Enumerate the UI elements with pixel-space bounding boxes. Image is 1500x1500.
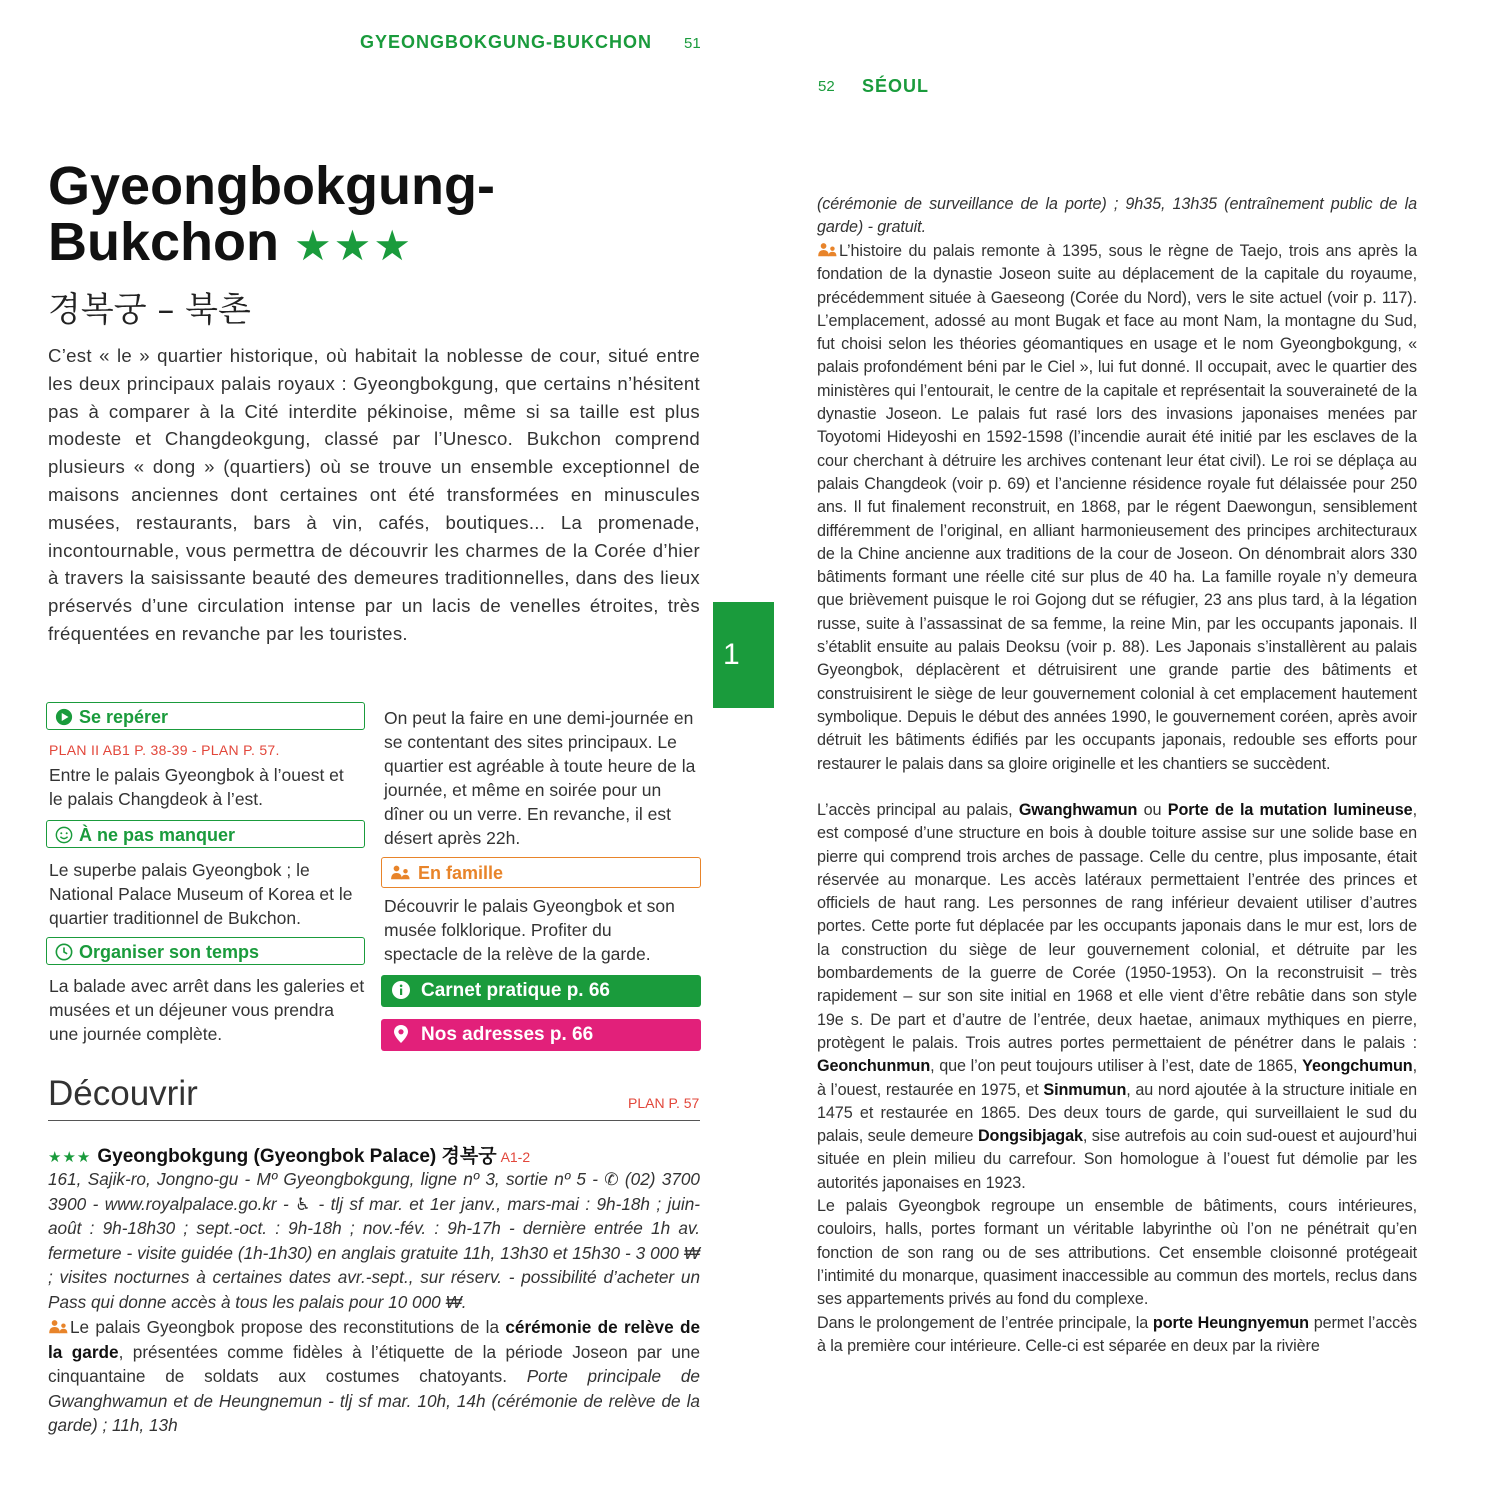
p2-d: Porte de la mutation lumineuse	[1167, 801, 1413, 819]
clock-icon	[55, 943, 73, 961]
plan-reference: PLAN II AB1 P. 38-39 - PLAN P. 57.	[49, 742, 280, 758]
family-text-schedule: Porte principale de Gwanghwamun et de Heungnemun - tlj sf mar. 10h, 14h (cérémonie de relève de la garde) ; 11h, 13h	[48, 1366, 700, 1436]
carnet-pratique-link[interactable]	[381, 975, 701, 1007]
family-text-c: , présentées comme fidèles à l’étiquette de la période Joseon par une cinquantaine de soldats aux costumes chatoyants.	[48, 1341, 701, 1387]
p2-b: Gwanghwamun	[1018, 801, 1138, 819]
family-icon	[48, 1319, 70, 1335]
entry-stars-icon: ★★★	[48, 1149, 92, 1166]
box-heading-temps: Organiser son temps	[79, 942, 260, 962]
right-paragraph-3: Le palais Gyeongbok regroupe un ensemble de bâtiments, cours intérieures, couloirs, halls, portes formant un véritable labyrinthe où l’on ne pénétrait qu’en fonction de son rang ou de ses attributions. Cet ensemble cloisonné protégeait l’intimité du monarque, quasiment inaccessible au commun des mortels, reclus dans ses appartements privés au fond du complexe.	[817, 1197, 1417, 1309]
chapter-number: 1	[723, 638, 740, 671]
title-line-1: Gyeongbokgung-	[48, 156, 495, 216]
title-line-2: Bukchon	[48, 212, 280, 272]
right-paragraph-2	[817, 799, 1417, 1195]
entry-map-ref: A1-2	[500, 1149, 531, 1165]
box-en-famille	[381, 857, 701, 888]
p2-a: L’accès principal au palais,	[817, 801, 1013, 819]
p2-i: , à l’ouest, restaurée en 1975, et	[817, 1057, 1417, 1099]
entry-family-paragraph	[48, 1315, 700, 1438]
location-pin-icon	[391, 1024, 411, 1044]
nos-adresses-label: Nos adresses p. 66	[421, 1024, 594, 1045]
family-icon	[390, 864, 412, 882]
box-organiser-son-temps	[46, 937, 365, 965]
box-text-temps: La balade avec arrêt dans les galeries et musées et un déjeuner vous prendra une journée complète.	[49, 976, 365, 1044]
right-paragraph-1	[817, 240, 1417, 776]
title-line-2-wrap	[48, 214, 708, 274]
page-number-left: 51	[684, 35, 701, 52]
right-p1-text: L’histoire du palais remonte à 1395, sous le règne de Taejo, trois ans après la fondation de la dynastie Joseon suite au déplacement de la capitale du royaume, précédemment située à Gaeseong (Corée du Nord), vers le site actuel (voir p. 117). L’emplacement, adossé au mont Bugak et face au mont Nam, la montagne du Sud, fut choisi selon les théories géomantiques en usage et le nom Gyeongbokgung, « palais profondément béni par le Ciel », lui fut donné. Il occupait, avec le quartier des ministères qui l’entourait, le centre de la capitale et représentait la souveraineté de la dynastie Joseon. Le palais fut rasé lors des invasions japonaises menées par Toyotomi Hideyoshi en 1592-1598 (l’incendie aurait été initié par les esclaves de la cour cherchant à détruire les archives contenant leur état civil). Le roi se déplaça au palais Changdeok (voir p. 69) et l’ancienne résidence royale fut délaissée pour 250 ans. Il fut finalement reconstruit, en 1868, par le régent Daewongun, sensiblement différemment de l’original, en alliant harmonieusement des principes architecturaux de la Chine ancienne aux traditions de la cour de Joseon. On dénombrait alors 330 bâtiments formant une réelle cité sur plus de 40 ha. La famille royale n’y demeura que brièvement puisque le roi Gojong dut se réfugier, 23 ans plus tard, à la légation russe, suite à l’assassinat de sa femme, la reine Min, par les occupants japonais. Il s’établit ensuite au palais Deoksu (voir p. 88). Les Japonais s’installèrent au palais Gyeongbok, déplacèrent et détruisirent une grande partie des bâtiments et construisirent le siège de leur gouvernement colonial à cet emplacement hautement symbolique. Depuis le début des années 1990, le gouvernement coréen, après avoir détruit les bâtiments édifiés par les occupants japonais, redouble ses efforts pour restaurer le palais dans sa gloire originelle et les chantiers se succèdent.	[817, 242, 1417, 773]
box-heading-manquer: À ne pas manquer	[79, 825, 236, 845]
box-a-ne-pas-manquer	[46, 820, 365, 848]
right-paragraph-0: (cérémonie de surveillance de la porte) ; 9h35, 13h35 (entraînement public de la garde) - gratuit.	[817, 195, 1417, 237]
box-se-reperer	[46, 702, 365, 730]
title-stars-icon: ★★★	[294, 222, 413, 269]
carnet-pratique-label: Carnet pratique p. 66	[421, 980, 610, 1001]
running-title-left: GYEONGBOKGUNG-BUKCHON	[360, 32, 653, 52]
section-heading: Découvrir	[48, 1074, 198, 1113]
nos-adresses-link[interactable]	[381, 1019, 701, 1051]
smiley-icon	[55, 826, 73, 844]
right-paragraph-4	[817, 1312, 1417, 1359]
p2-m: , sise autrefois au coin sud-ouest et aujourd’hui située en plein milieu du carrefour. Son homologue à l’ouest fut démolie par les autorités japonaises en 1923.	[817, 1127, 1417, 1192]
p2-j: Sinmumun	[1043, 1080, 1127, 1099]
entry-title	[48, 1141, 530, 1168]
p2-h: Yeongchumun	[1302, 1057, 1413, 1076]
p4-c: permet l’accès à la première cour intérieure. Celle-ci est séparée en deux par la rivière	[817, 1314, 1417, 1356]
entry-name: Gyeongbokgung (Gyeongbok Palace) 경복궁	[97, 1146, 497, 1167]
family-text-a: Le palais Gyeongbok propose des reconstitutions de la	[70, 1317, 500, 1337]
entry-practical-info: 161, Sajik-ro, Jongno-gu - Mº Gyeongbokgung, ligne nº 3, sortie nº 5 - ✆ (02) 3700 3900 - www.royalpalace.go.kr - ♿ - tlj sf mar. et 1er janv., mars-mai : 9h-18h ; juin-août : 9h-18h30 ; sept.-oct. : 9h-18h ; nov.-fév. : 9h-17h - dernière entrée 1h av. fermeture - visite guidée (1h-1h30) en anglais gratuite 11h, 13h30 et 15h30 - 3 000 ₩ ; visites nocturnes à certaines dates avr.-sept., sur réserv. - possibilité d’acheter un Pass qui donne accès à tous les palais pour 10 000 ₩.	[48, 1169, 700, 1312]
section-divider	[48, 1120, 700, 1121]
box-heading-reperer: Se repérer	[79, 707, 169, 727]
page-title	[48, 158, 708, 274]
family-text-bold: cérémonie de relève de la garde	[48, 1317, 701, 1362]
box-heading-famille: En famille	[418, 863, 504, 883]
p2-f: Geonchunmun	[817, 1057, 931, 1076]
page-number-right: 52	[818, 78, 835, 95]
p2-k: , au nord ajoutée à la structure initiale en 1475 et restaurée en 1865. Des deux tours de garde, qui surveillaient le sud du palais, seule demeure	[817, 1080, 1417, 1146]
chapter-tab	[713, 602, 774, 708]
family-icon	[817, 242, 839, 258]
intro-paragraph: C’est « le » quartier historique, où habitait la noblesse de cour, situé entre les deux principaux palais royaux : Gyeongbokgung, que certains n’hésitent pas à comparer à la Cité interdite pékinoise, même si sa taille est plus modeste et Changdeokgung, classé par l’Unesco. Bukchon comprend plusieurs « dong » (quartiers) où se trouve un ensemble exceptionnel de maisons anciennes dont certaines ont été transformées en minuscules musées, restaurants, bars à vin, cafés, boutiques... La promenade, incontournable, vous permettra de découvrir les charmes de la Corée d’hier à travers la saisissante beauté des demeures traditionnelles, dans des lieux préservés d’une circulation intense par un lacis de venelles étroites, très fréquentées en revanche par les touristes.	[48, 345, 700, 644]
box-text-temps-continued: On peut la faire en une demi-journée en se contentant des sites principaux. Le quartier est agréable à toute heure de la journée, et même en soirée pour un dîner ou un verre. En revanche, il est désert après 22h.	[384, 708, 696, 848]
section-plan-ref: PLAN P. 57	[628, 1095, 700, 1111]
p4-a: Dans le prolongement de l’entrée principale, la	[817, 1314, 1149, 1332]
info-icon	[391, 980, 411, 1000]
box-text-reperer: Entre le palais Gyeongbok à l’ouest et le palais Changdeok à l’est.	[49, 765, 344, 809]
p4-b: porte Heungnyemun	[1152, 1314, 1309, 1332]
box-text-famille: Découvrir le palais Gyeongbok et son musée folklorique. Profiter du spectacle de la relève de la garde.	[384, 896, 675, 964]
p2-e: , est composé d’une structure en bois à double toiture assise sur une solide base en pierre qui comprend trois arches de passage. Celle du centre, plus imposante, était réservée au monarque. Les accès latéraux permettaient l’entrée des princes et officiels de haut rang. Les personnes de rang inférieur devaient utiliser d’autres portes. Cette porte fut déplacée par les occupants japonais dans le mur est, lors de la construction du siège de leur gouvernement colonial, et détruite par les bombardements de la guerre de Corée (1950-1953). On la reconstruisit – très rapidement – sur son site initial en 1968 et elle vient d’être rebâtie dans son style 19e s. De part et d’autre de l’entrée, deux haetae, animaux mythiques en pierre, protègent le palais. Trois autres portes permettaient de pénétrer dans le palais :	[817, 801, 1417, 1052]
play-circle-icon	[55, 708, 73, 726]
running-title-right: SÉOUL	[862, 76, 930, 96]
korean-title: 경복궁 – 북촌	[48, 290, 251, 330]
p2-g: , que l’on peut toujours utiliser à l’est, date de 1865,	[930, 1057, 1298, 1076]
p2-l: Dongsibjagak	[977, 1127, 1083, 1146]
p2-c: ou	[1143, 801, 1162, 819]
box-text-manquer: Le superbe palais Gyeongbok ; le National Palace Museum of Korea et le quartier traditionnel de Bukchon.	[49, 860, 353, 928]
